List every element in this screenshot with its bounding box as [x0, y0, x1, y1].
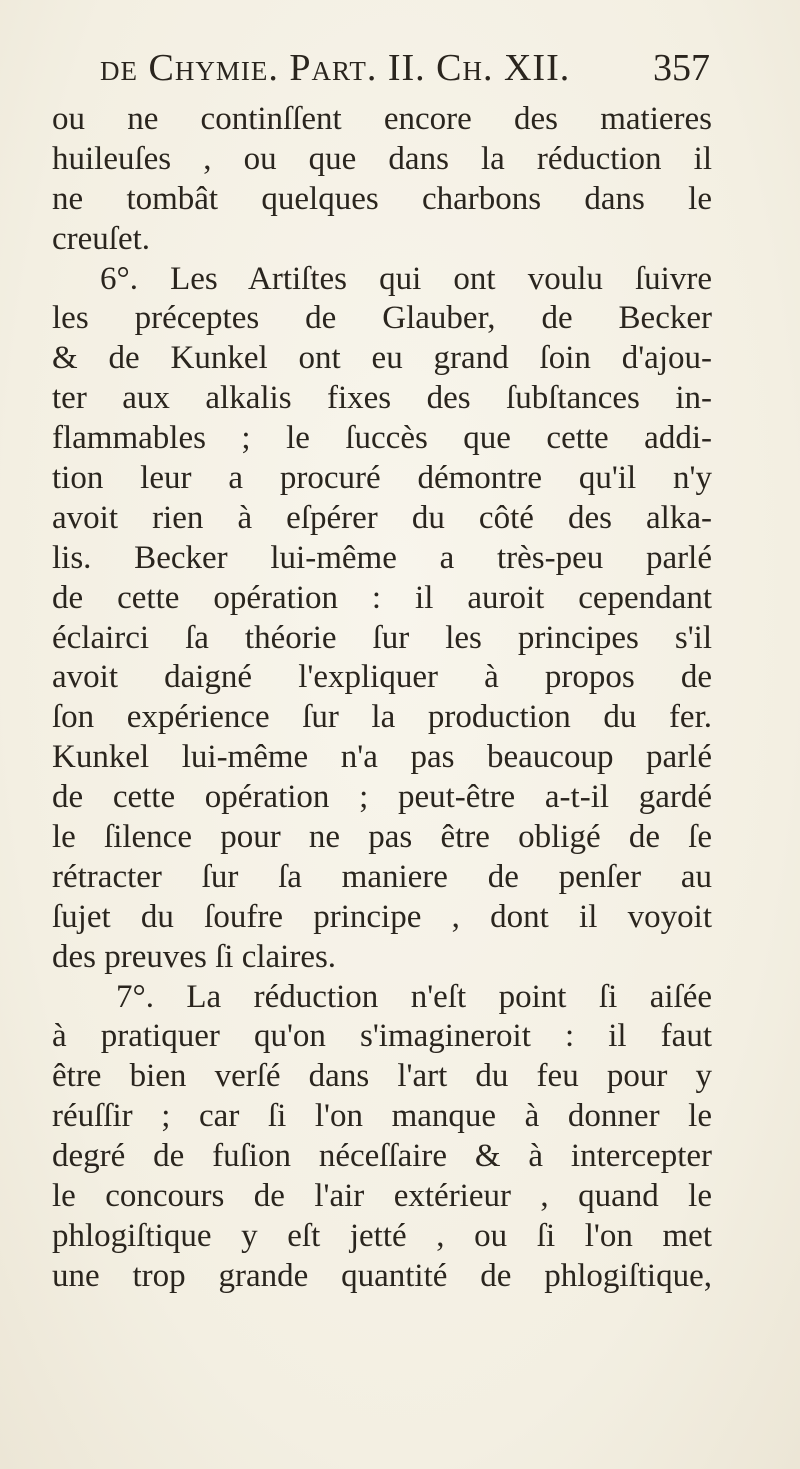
text-line: le concours de l'air extérieur , quand le	[52, 1178, 712, 1215]
text-line: de cette opération : il auroit cependant	[52, 579, 712, 616]
text-line: ne tombât quelques charbons dans le	[52, 180, 712, 217]
text-line: à pratiquer qu'on s'imagineroit : il faut	[52, 1018, 712, 1055]
text-line: tion leur a procuré démontre qu'il n'y	[52, 460, 712, 497]
page-header	[100, 46, 710, 94]
text-line: ou ne continſſent encore des matieres	[52, 101, 712, 137]
text-line: une trop grande quantité de phlogiſtique,	[52, 1257, 712, 1294]
text-line: phlogiſtique y eſt jetté , ou ſi l'on met	[52, 1217, 712, 1254]
text-line: des preuves ſi claires.	[52, 938, 337, 975]
text-line: de cette opération ; peut-être a-t-il gardé	[52, 779, 712, 816]
text-line: avoit rien à eſpérer du côté des alka-	[52, 499, 712, 536]
text-line: avoit daigné l'expliquer à propos de	[52, 659, 712, 696]
text-line: être bien verſé dans l'art du feu pour y	[52, 1058, 712, 1095]
text-line: rétracter ſur ſa maniere de penſer au	[52, 858, 712, 895]
text-line: Kunkel lui-même n'a pas beaucoup parlé	[52, 739, 712, 776]
text-line: ſon expérience ſur la production du fer.	[52, 699, 712, 736]
text-line: 6°. Les Artiſtes qui ont voulu ſuivre	[100, 260, 712, 297]
text-line: flammables ; le ſuccès que cette addi-	[52, 420, 712, 457]
text-line: & de Kunkel ont eu grand ſoin d'ajou-	[52, 340, 712, 377]
text-line: lis. Becker lui-même a très-peu parlé	[52, 539, 712, 576]
running-title: de Chymie. Part. II. Ch. XII.	[100, 47, 571, 89]
text-line: les préceptes de Glauber, de Becker	[52, 300, 712, 337]
text-line: 7°. La réduction n'eſt point ſi aiſée	[116, 978, 712, 1015]
text-line: creuſet.	[52, 220, 151, 257]
text-line: éclairci ſa théorie ſur les principes s'il	[52, 619, 712, 656]
text-line: degré de fuſion néceſſaire & à intercepter	[52, 1138, 712, 1175]
text-line: huileuſes , ou que dans la réduction il	[52, 140, 712, 177]
text-line: ſujet du ſoufre principe , dont il voyoit	[52, 898, 712, 935]
body-text	[52, 100, 712, 1297]
page-number: 357	[653, 47, 710, 89]
text-line: le ſilence pour ne pas être obligé de ſe	[52, 819, 712, 856]
text-line: réuſſir ; car ſi l'on manque à donner le	[52, 1098, 712, 1135]
text-line: ter aux alkalis fixes des ſubſtances in-	[52, 380, 712, 417]
